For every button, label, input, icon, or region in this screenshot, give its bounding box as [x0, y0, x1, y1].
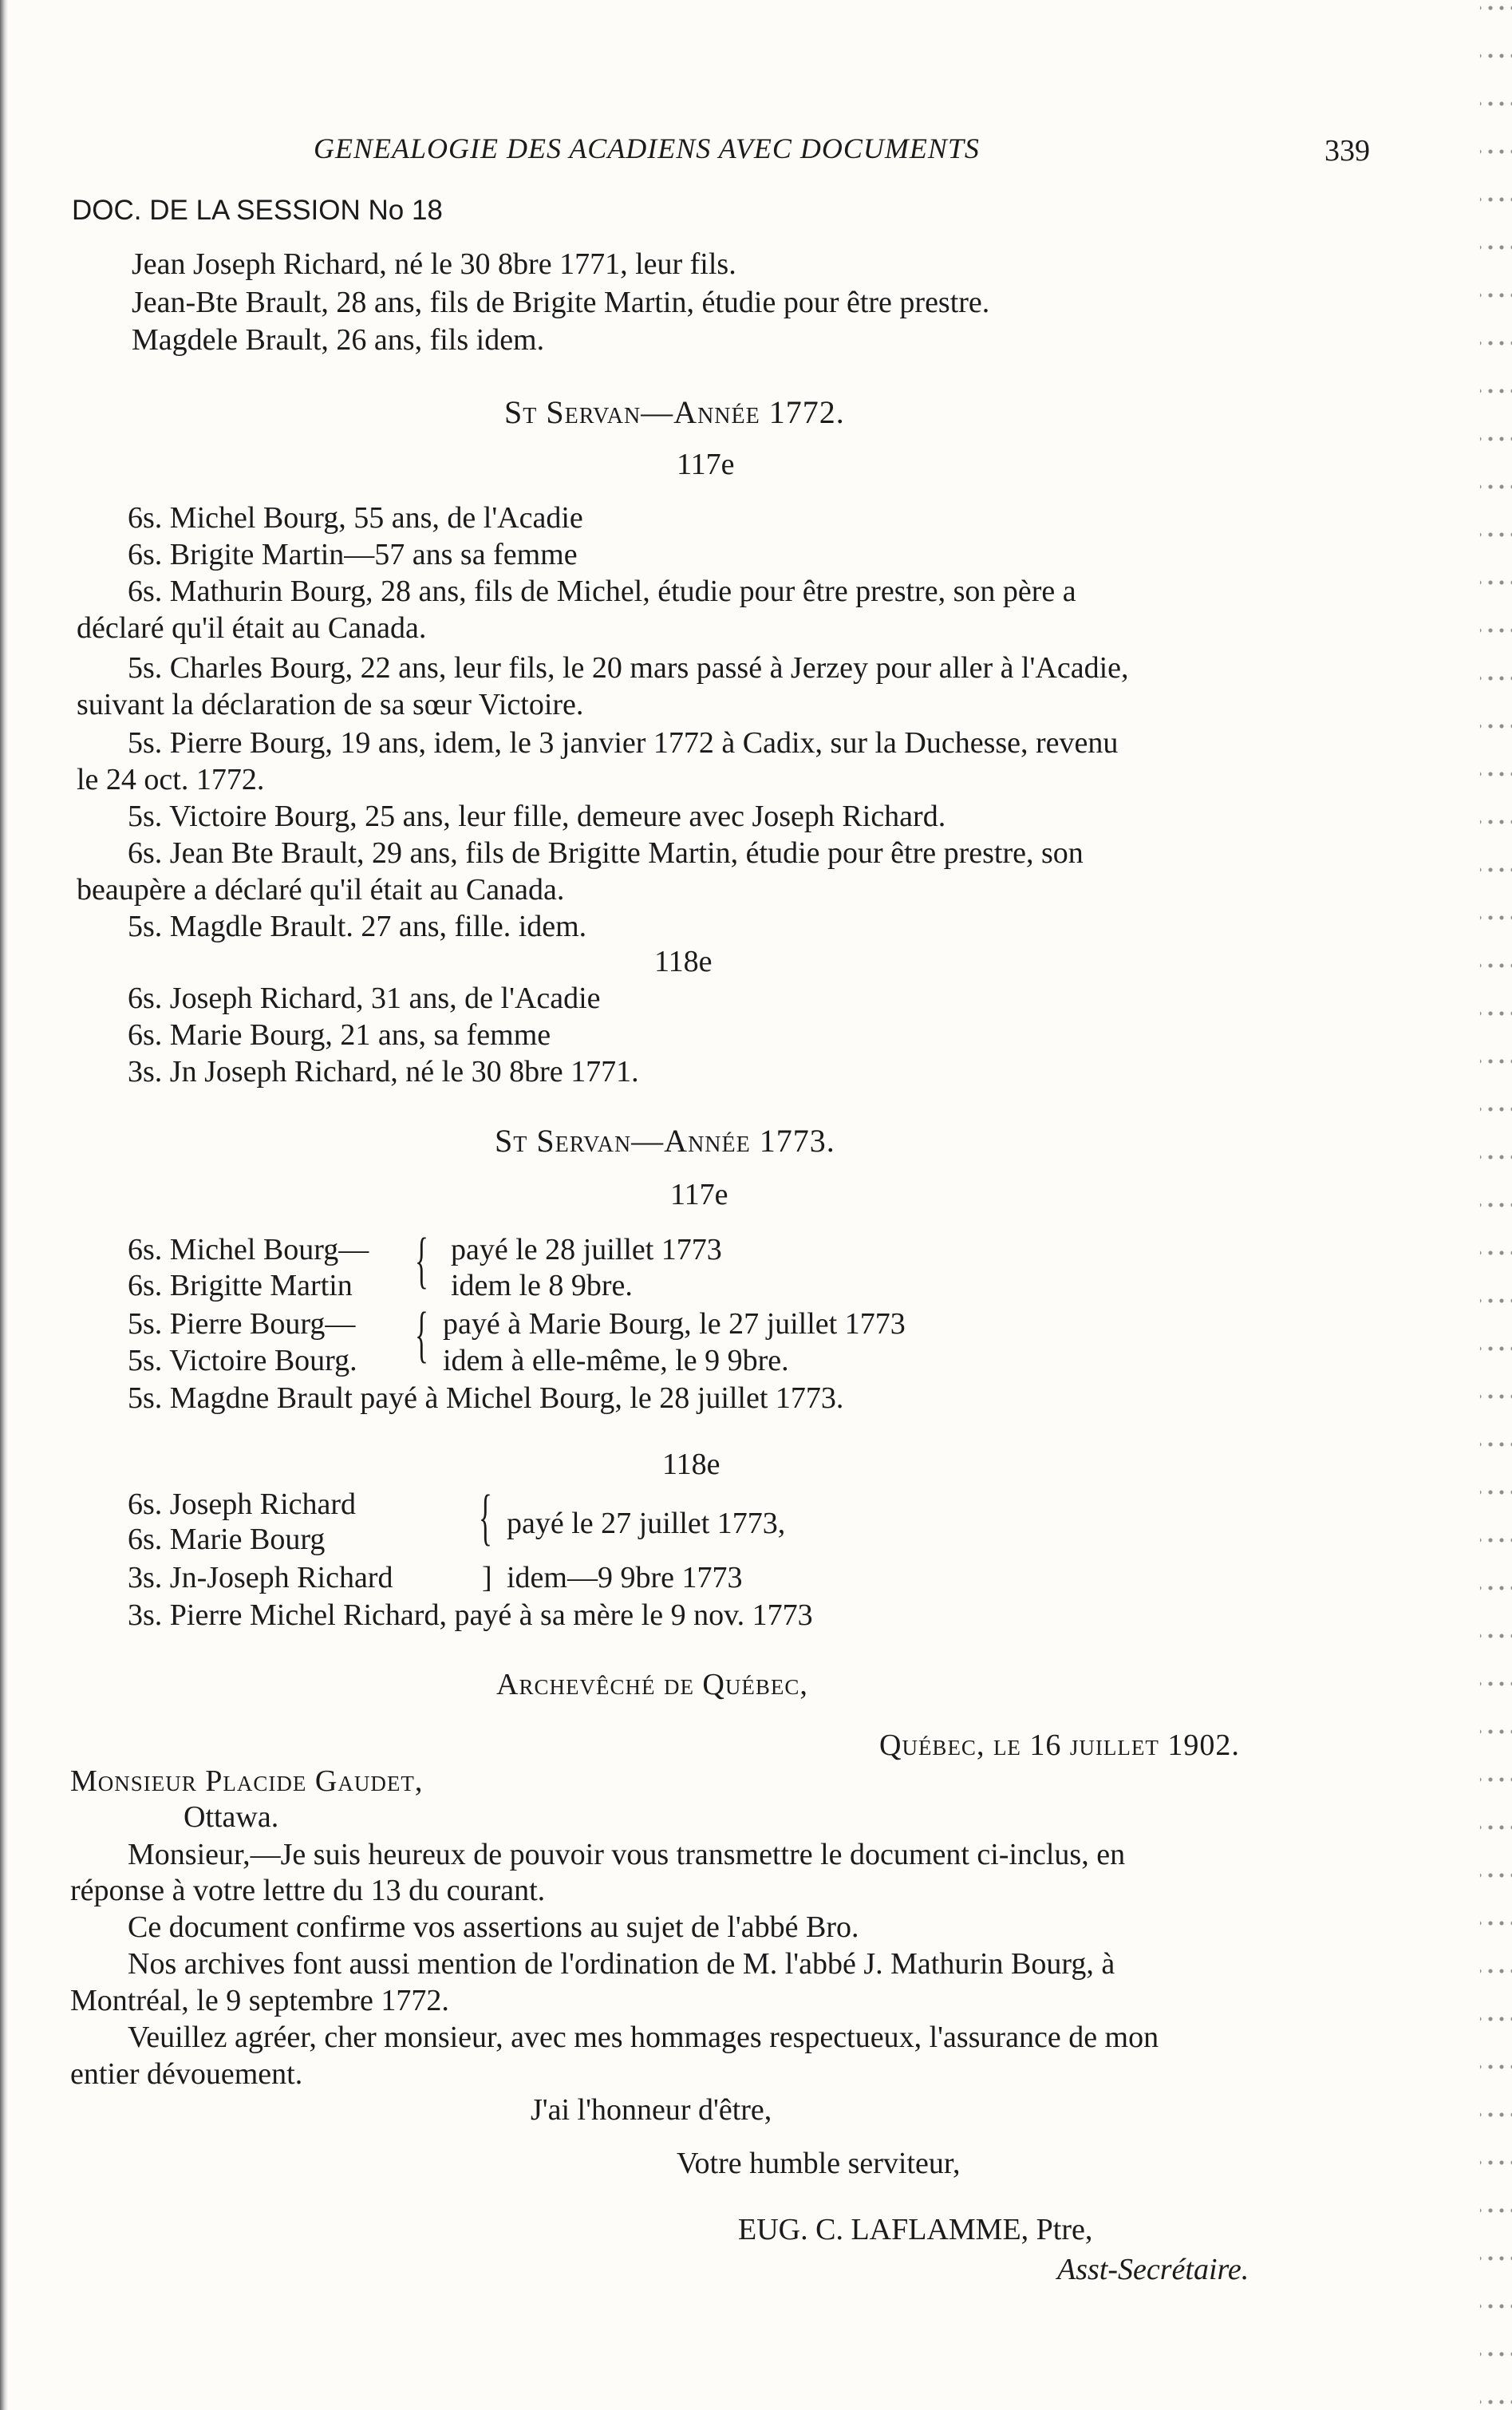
entry-line: 5s. Magdne Brault payé à Michel Bourg, le 28 juillet 1773.	[128, 1381, 844, 1415]
session-label: DOC. DE LA SESSION No 18	[72, 195, 443, 226]
entry-line: déclaré qu'il était au Canada.	[77, 611, 427, 645]
payment-note: payé le 27 juillet 1773,	[507, 1507, 786, 1540]
signature-title: Asst-Secrétaire.	[1057, 2253, 1249, 2286]
entry-line: 5s. Pierre Bourg, 19 ans, idem, le 3 janvier 1772 à Cadix, sur la Duchesse, revenu	[128, 726, 1119, 760]
addressee	[70, 1766, 423, 1796]
brace: {	[479, 1482, 492, 1551]
scan-left-edge	[0, 0, 8, 2410]
payment-note: idem—9 9bre 1773	[507, 1561, 743, 1594]
intro-line: Jean Joseph Richard, né le 30 8bre 1771, leur fils.	[132, 247, 736, 281]
group-number: 117e	[670, 1178, 728, 1211]
entry-line: 6s. Marie Bourg, 21 ans, sa femme	[128, 1018, 551, 1052]
intro-line: Jean-Bte Brault, 28 ans, fils de Brigite Martin, étudie pour être prestre.	[132, 286, 990, 319]
dateline-text: Québec, le 16 juillet 1902.	[879, 1728, 1240, 1762]
entry-name: 6s. Brigitte Martin	[128, 1269, 353, 1302]
entry-line: 5s. Magdle Brault. 27 ans, fille. idem.	[128, 910, 587, 943]
page-number: 339	[1324, 134, 1370, 168]
letter-body-line: Ce document confirme vos assertions au sujet de l'abbé Bro.	[128, 1910, 859, 1944]
letter-body-line: entier dévouement.	[70, 2057, 303, 2091]
group-number: 118e	[654, 945, 713, 978]
letter-body-line: Montréal, le 9 septembre 1772.	[70, 1984, 449, 2017]
addressee-city: Ottawa.	[184, 1800, 279, 1834]
letter-body-line: réponse à votre lettre du 13 du courant.	[70, 1874, 546, 1907]
brace: {	[415, 1225, 428, 1294]
entry-name: 5s. Pierre Bourg—	[128, 1307, 356, 1341]
payment-note: idem à elle-même, le 9 9bre.	[443, 1344, 789, 1377]
entry-line: 5s. Charles Bourg, 22 ans, leur fils, le 20 mars passé à Jerzey pour aller à l'Acadie,	[128, 651, 1129, 685]
scan-right-edge-marks	[1480, 0, 1512, 2410]
payment-note: payé le 28 juillet 1773	[451, 1233, 722, 1266]
entry-line: 3s. Pierre Michel Richard, payé à sa mère le 9 nov. 1773	[128, 1598, 813, 1632]
closing-line: Votre humble serviteur,	[677, 2147, 961, 2180]
payment-note: payé à Marie Bourg, le 27 juillet 1773	[443, 1307, 906, 1341]
intro-line: Magdele Brault, 26 ans, fils idem.	[132, 323, 545, 357]
entry-line: le 24 oct. 1772.	[77, 763, 265, 796]
entry-line: 6s. Mathurin Bourg, 28 ans, fils de Michel, étudie pour être prestre, son père a	[128, 575, 1076, 608]
entry-name: 6s. Marie Bourg	[128, 1523, 326, 1556]
entry-name: 3s. Jn-Joseph Richard	[128, 1561, 393, 1594]
letter-body-line: Veuillez agréer, cher monsieur, avec mes hommages respectueux, l'assurance de mon	[128, 2021, 1159, 2054]
letter-heading: Archevêché de Québec,	[496, 1668, 808, 1701]
dateline	[879, 1730, 1240, 1760]
closing-line: J'ai l'honneur d'être,	[531, 2093, 772, 2127]
payment-note: idem le 8 9bre.	[451, 1269, 633, 1302]
entry-line: beaupère a déclaré qu'il était au Canada.	[77, 873, 565, 907]
bracket: ]	[482, 1561, 492, 1594]
running-title: GENEALOGIE DES ACADIENS AVEC DOCUMENTS	[314, 132, 980, 164]
entry-line: 5s. Victoire Bourg, 25 ans, leur fille, demeure avec Joseph Richard.	[128, 800, 946, 833]
entry-name: 6s. Joseph Richard	[128, 1487, 357, 1521]
entry-name: 6s. Michel Bourg—	[128, 1233, 369, 1266]
addressee-text: Monsieur Placide Gaudet,	[70, 1764, 424, 1798]
letter-body-line: Nos archives font aussi mention de l'ordination de M. l'abbé J. Mathurin Bourg, à	[128, 1947, 1115, 1981]
entry-line: 6s. Joseph Richard, 31 ans, de l'Acadie	[128, 982, 601, 1015]
entry-line: 3s. Jn Joseph Richard, né le 30 8bre 1771.	[128, 1055, 639, 1088]
entry-line: 6s. Michel Bourg, 55 ans, de l'Acadie	[128, 501, 583, 535]
entry-name: 5s. Victoire Bourg.	[128, 1344, 357, 1377]
signature: EUG. C. LAFLAMME, Ptre,	[738, 2213, 1093, 2246]
entry-line: 6s. Jean Bte Brault, 29 ans, fils de Brigitte Martin, étudie pour être prestre, son	[128, 836, 1084, 870]
group-number: 118e	[662, 1448, 720, 1481]
section-heading-1773: St Servan—Année 1773.	[495, 1123, 835, 1159]
entry-line: suivant la déclaration de sa sœur Victoire.	[77, 688, 584, 721]
brace: {	[415, 1299, 428, 1369]
group-number: 117e	[677, 448, 735, 481]
entry-line: 6s. Brigite Martin—57 ans sa femme	[128, 538, 578, 571]
section-heading-1772: St Servan—Année 1772.	[504, 394, 845, 430]
letter-body-line: Monsieur,—Je suis heureux de pouvoir vous transmettre le document ci-inclus, en	[128, 1838, 1126, 1871]
